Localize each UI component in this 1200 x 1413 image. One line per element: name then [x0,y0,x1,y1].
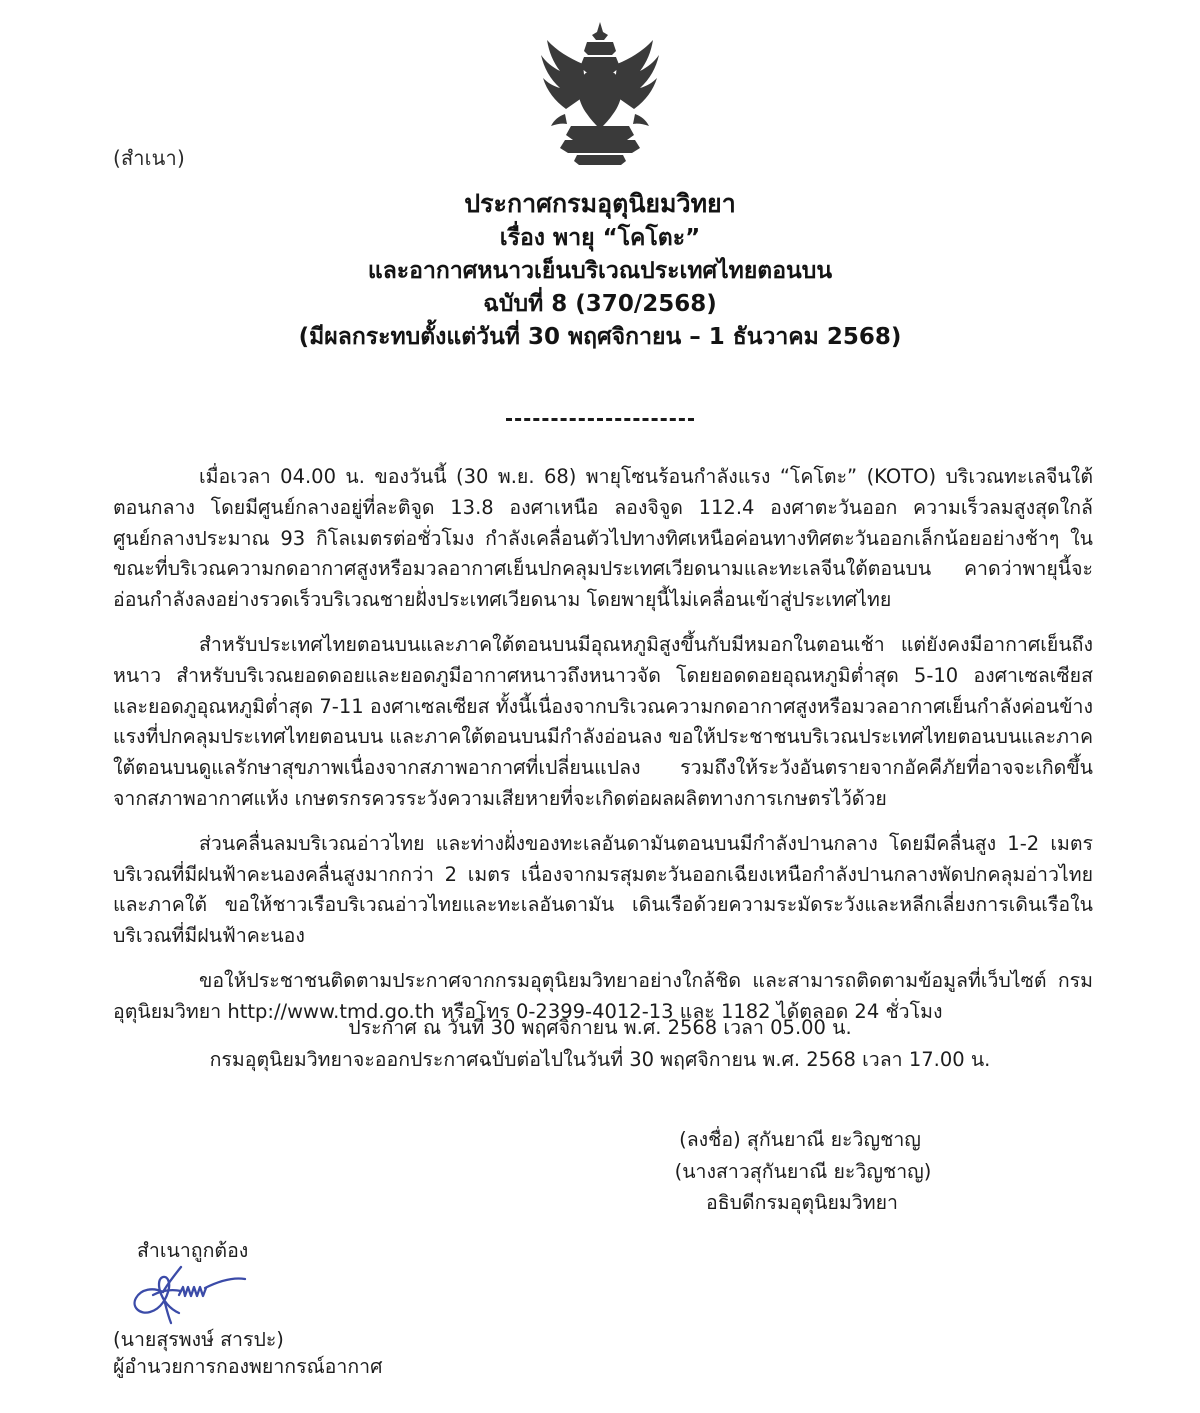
effective-period: (มีผลกระทบตั้งแต่วันที่ 30 พฤศจิกายน – 1 ธันวาคม 2568) [298,324,902,351]
certified-copy-label: สำเนาถูกต้อง [137,1239,249,1262]
signer-role: อธิบดีกรมอุตุนิยมวิทยา [706,1191,898,1215]
issue-number: ฉบับที่ 8 (370/2568) [483,291,717,318]
paragraph-contact-info: ขอให้ประชาชนติดตามประกาศจากกรมอุตุนิยมวิทยาอย่างใกล้ชิด และสามารถติดตามข้อมูลที่เว็บไซต์ กรมอุตุนิยมวิทยา http://www.tmd.go.th หรือโทร 0-2399-4012-13 และ 1182 ได้ตลอด 24 ชั่วโมง [113,968,1093,1023]
subject-line: เรื่อง พายุ “โคโตะ” [499,225,701,251]
certifier-name: (นายสุรพงษ์ สารปะ) [113,1328,284,1352]
document-title-block [0,186,1200,354]
paragraph-upper-thailand-cold: สำหรับประเทศไทยตอนบนและภาคใต้ตอนบนมีอุณหภูมิสูงขึ้นกับมีหมอกในตอนเช้า แต่ยังคงมีอากาศเย็นถึงหนาว สำหรับบริเวณยอดดอยและยอดภูมีอากาศหนาวถึงหนาวจัด โดยยอดดอยอุณหภูมิต่ำสุด 5-10 องศาเซลเซียส และยอดภูอุณหภูมิต่ำสุด 7-11 องศาเซลเซียส ทั้งนี้เนื่องจากบริเวณความกดอากาศสูงหรือมวลอากาศเย็นกำลังค่อนข้างแรงที่ปกคลุมประเทศไทยตอนบน และภาคใต้ตอนบนมีกำลังอ่อนลง ขอให้ประชาชนบริเวณประเทศไทยตอนบนและภาคใต้ตอนบนดูแลรักษาสุขภาพเนื่องจากสภาพอากาศที่เปลี่ยนแปลง รวมถึงให้ระวังอันตรายจากอัคคีภัยที่อาจจะเกิดขึ้นจากสภาพอากาศแห้ง เกษตรกรควรระวังความเสียหายที่จะเกิดต่อผลผลิตทางการเกษตรไว้ด้วย [113,632,1093,810]
signer-full-name: (นางสาวสุกันยาณี ยะวิญชาญ) [674,1159,932,1183]
paragraph-sea-waves: ส่วนคลื่นลมบริเวณอ่าวไทย และท่างฝั่งของทะเลอันดามันตอนบนมีกำลังปานกลาง โดยมีคลื่นสูง 1-2 เมตร บริเวณที่มีฝนฟ้าคะนองคลื่นสูงมากกว่า 2 เมตร เนื่องจากมรสุมตะวันออกเฉียงเหนือกำลังปานกลางพัดปกคลุมอ่าวไทยและภาคใต้ ขอให้ชาวเรือบริเวณอ่าวไทยและทะเลอันดามัน เดินเรือด้วยความระมัดระวังและหลีกเลี่ยงการเดินเรือในบริเวณที่มีฝนฟ้าคะนอง [113,831,1093,948]
copy-marker: (สำเนา) [113,146,185,170]
page-title: ประกาศกรมอุตุนิยมวิทยา [464,189,736,218]
dashed-divider [506,418,694,421]
certifier-role: ผู้อำนวยการกองพยากรณ์อากาศ [113,1354,383,1378]
signature-ink-container [123,1265,573,1327]
certification-block [113,1238,573,1380]
subject-line-continued: และอากาศหนาวเย็นบริเวณประเทศไทยตอนบน [367,258,833,285]
closing-block [0,1012,1200,1075]
issued-datetime: ประกาศ ณ วันที่ 30 พฤศจิกายน พ.ศ. 2568 เวลา 05.00 น. [348,1016,852,1039]
signature-block [560,1124,1030,1219]
garuda-emblem [535,18,665,168]
paragraph-storm-position: เมื่อเวลา 04.00 น. ของวันนี้ (30 พ.ย. 68) พายุโซนร้อนกำลังแรง “โคโตะ” (KOTO) บริเวณทะเลจีนใต้ตอนกลาง โดยมีศูนย์กลางอยู่ที่ละติจูด 13.8 องศาเหนือ ลองจิจูด 112.4 องศาตะวันออก ความเร็วลมสูงสุดใกล้ศูนย์กลางประมาณ 93 กิโลเมตรต่อชั่วโมง กำลังเคลื่อนตัวไปทางทิศเหนือค่อนทางทิศตะวันออกเล็กน้อยอย่างช้าๆ ในขณะที่บริเวณความกดอากาศสูงหรือมวลอากาศเย็นปกคลุมประเทศเวียดนามและทะเลจีนใต้ตอนบน คาดว่าพายุนี้จะอ่อนกำลังลงอย่างรวดเร็วบริเวณชายฝั่งประเทศเวียดนาม โดยพายุนี้ไม่เคลื่อนเข้าสู่ประเทศไทย [113,465,1093,612]
signed-by: (ลงชื่อ) สุกันยาณี ยะวิญชาญ [679,1128,921,1151]
next-issue-datetime: กรมอุตุนิยมวิทยาจะออกประกาศฉบับต่อไปในวันที่ 30 พฤศจิกายน พ.ศ. 2568 เวลา 17.00 น. [209,1047,991,1071]
document-body [113,462,1093,1028]
handwritten-signature-icon [123,1265,303,1325]
title-divider-container [0,418,1200,421]
